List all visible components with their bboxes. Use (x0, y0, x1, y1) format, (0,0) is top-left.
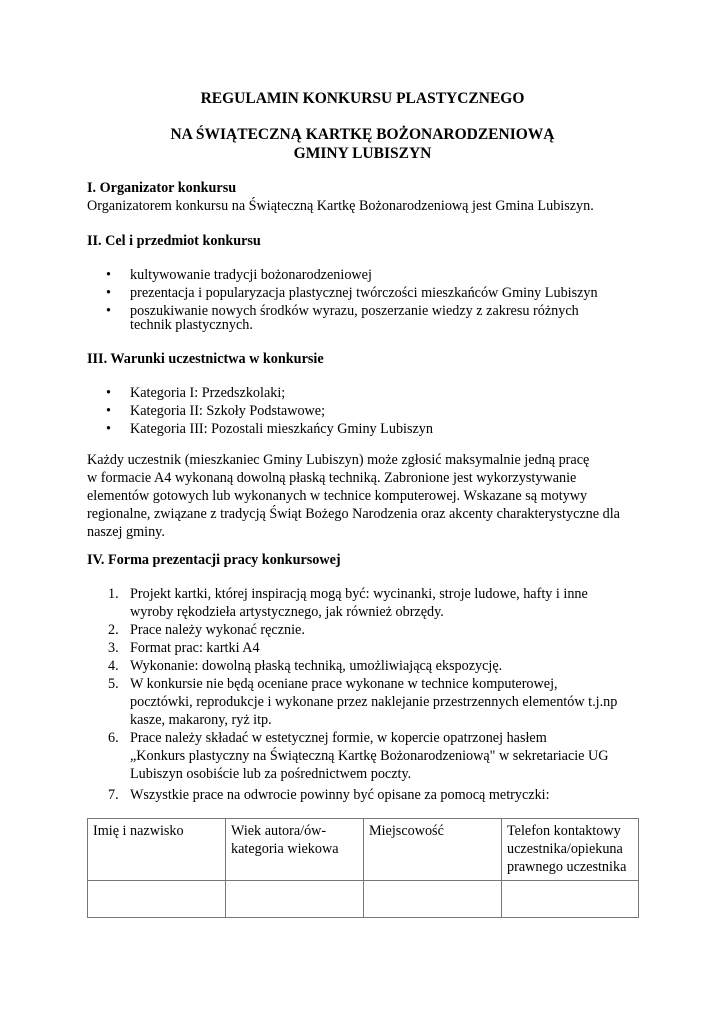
section-3-heading: III. Warunki uczestnictwa w konkursie (87, 351, 324, 367)
section-1-text: Organizatorem konkursu na Świąteczną Kartkę Bożonarodzeniową jest Gmina Lubiszyn. (87, 198, 594, 214)
table-header-cell: Miejscowość (364, 819, 502, 881)
section-2-list (87, 266, 598, 320)
metryczka-table (87, 818, 639, 918)
document-title: REGULAMIN KONKURSU PLASTYCZNEGO (200, 90, 525, 107)
list-item: • Kategoria I: Przedszkolaki; (87, 384, 433, 402)
table-row (88, 881, 639, 918)
list-item: • prezentacja i popularyzacja plastycznej twórczości mieszkańców Gminy Lubiszyn (87, 284, 598, 302)
table-cell[interactable] (502, 881, 639, 918)
section-2-heading: II. Cel i przedmiot konkursu (87, 233, 261, 249)
document-subtitle-line1: NA ŚWIĄTECZNĄ KARTKĘ BOŻONARODZENIOWĄ (170, 126, 555, 143)
table-header-cell: Imię i nazwisko (88, 819, 226, 881)
list-item: • Kategoria III: Pozostali mieszkańcy Gminy Lubiszyn (87, 420, 433, 438)
section-3-paragraph: Każdy uczestnik (mieszkaniec Gminy Lubiszyn) może zgłosić maksymalnie jedną pracę w formacie A4 wykonaną dowolną płaską techniką. Zabronione jest wykorzystywanie elementów gotowych lub wykonanych w technice komputerowej. Wskazane są motywy regionalne, związane z tradycją Świąt Bożego Narodzenia oraz akcenty charakterystyczne dla naszej gminy. (87, 452, 620, 540)
table-header-cell: Telefon kontaktowy uczestnika/opiekuna prawnego uczestnika (502, 819, 639, 881)
list-item: 2. Prace należy wykonać ręcznie. (108, 622, 305, 638)
table-cell[interactable] (226, 881, 364, 918)
list-item: 3. Format prac: kartki A4 (108, 640, 260, 656)
list-item: 4. Wykonanie: dowolną płaską techniką, umożliwiającą ekspozycję. (108, 658, 503, 674)
section-4-list-item-7 (87, 786, 550, 804)
section-4-heading: IV. Forma prezentacji pracy konkursowej (87, 552, 341, 568)
table-header-cell: Wiek autora/ów- kategoria wiekowa (226, 819, 364, 881)
list-item: 5. W konkursie nie będą oceniane prace wykonane w technice komputerowej, pocztówki, reprodukcje i wykonane przez naklejanie przestrzennych elementów t.j.np kasze, makarony, ryż itp. (108, 676, 618, 728)
list-item: • poszukiwanie nowych środków wyrazu, poszerzanie wiedzy z zakresu różnych (87, 302, 598, 320)
section-1-heading: I. Organizator konkursu (87, 180, 237, 196)
list-item: 7. Wszystkie prace na odwrocie powinny być opisane za pomocą metryczki: (108, 787, 550, 803)
table-header-row (88, 819, 639, 881)
table-cell[interactable] (364, 881, 502, 918)
list-item: 1. Projekt kartki, której inspiracją mogą być: wycinanki, stroje ludowe, hafty i inne wyroby rękodzieła artystycznego, jak również obrzędy. (108, 586, 588, 620)
list-item: • kultywowanie tradycji bożonarodzeniowej (87, 266, 598, 284)
section-3-list (87, 384, 433, 438)
section-4-list (87, 585, 617, 783)
list-item: • Kategoria II: Szkoły Podstawowe; (87, 402, 433, 420)
table-cell[interactable] (88, 881, 226, 918)
document-subtitle-line2: GMINY LUBISZYN (293, 145, 432, 162)
list-item: 6. Prace należy składać w estetycznej formie, w kopercie opatrzonej hasłem „Konkurs plastyczny na Świąteczną Kartkę Bożonarodzeniową" w sekretariacie UG Lubiszyn osobiście lub za pośrednictwem poczty. (108, 730, 609, 782)
section-2-list-continuation: technik plastycznych. (130, 317, 253, 333)
